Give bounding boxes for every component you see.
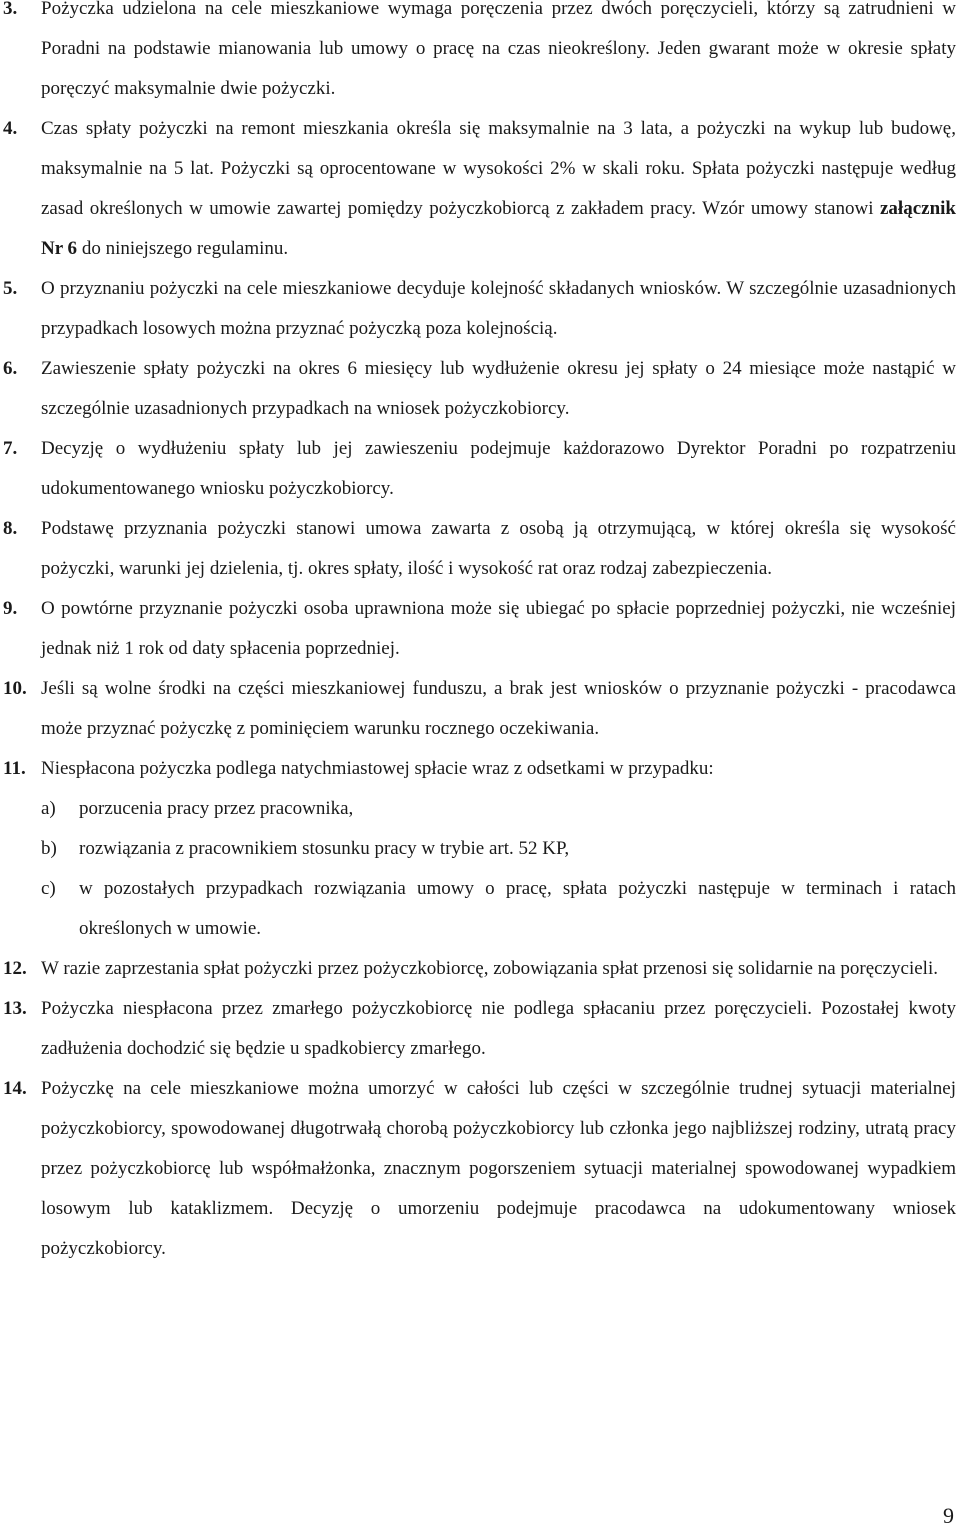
item-number: 11. xyxy=(3,758,26,779)
paragraph-3 xyxy=(0,0,956,109)
paragraph-13 xyxy=(0,989,956,1069)
item-number: 10. xyxy=(3,678,27,699)
item-number: 13. xyxy=(3,998,27,1019)
item-number: 8. xyxy=(3,518,18,539)
subitem-a xyxy=(0,789,956,829)
paragraph-5 xyxy=(0,269,956,349)
item-text: Pożyczka udzielona na cele mieszkaniowe wymaga poręczenia przez dwóch poręczycieli, którzy są zatrudnieni w Poradni na podstawie mianowania lub umowy o pracę na czas nieokreślony. Jeden gwarant może w okresie spłaty poręczyć maksymalnie dwie pożyczki. xyxy=(41,0,956,99)
item-text: Decyzję o wydłużeniu spłaty lub jej zawieszeniu podejmuje każdorazowo Dyrektor Poradni po rozpatrzeniu udokumentowanego wniosku pożyczkobiorcy. xyxy=(41,438,956,499)
paragraph-6 xyxy=(0,349,956,429)
item-number: 7. xyxy=(3,438,18,459)
paragraph-9 xyxy=(0,589,956,669)
item-number: 5. xyxy=(3,278,18,299)
subitem-letter: c) xyxy=(41,878,56,899)
item-number: 4. xyxy=(3,118,18,139)
item-number: 12. xyxy=(3,958,27,979)
paragraph-11 xyxy=(0,749,956,789)
item-text: Podstawę przyznania pożyczki stanowi umowa zawarta z osobą ją otrzymującą, w której określa się wysokość pożyczki, warunki jej dzielenia, tj. okres spłaty, ilość i wysokość rat oraz rodzaj zabezpieczenia. xyxy=(41,518,956,579)
attachment-reference: załącznik Nr 6 xyxy=(41,198,956,259)
page-number: 9 xyxy=(943,1503,954,1528)
item-number: 6. xyxy=(3,358,18,379)
paragraph-10 xyxy=(0,669,956,749)
subitem-b xyxy=(0,829,956,869)
subitem-letter: b) xyxy=(41,838,57,859)
item-text: Jeśli są wolne środki na części mieszkaniowej funduszu, a brak jest wniosków o przyznanie pożyczki - pracodawca może przyznać pożyczkę z pominięciem warunku rocznego oczekiwania. xyxy=(41,678,956,739)
paragraph-8 xyxy=(0,509,956,589)
item-text-after: do niniejszego regulaminu. xyxy=(77,238,289,259)
item-text: Pożyczkę na cele mieszkaniowe można umorzyć w całości lub części w szczególnie trudnej sytuacji materialnej pożyczkobiorcy, spowodowanej długotrwałą chorobą pożyczkobiorcy lub członka jego najbliższej rodziny, utratą pracy przez pożyczkobiorcę lub współmałżonka, znacznym pogorszeniem sytuacji materialnej spowodowanej wypadkiem losowym lub kataklizmem. Decyzję o umorzeniu podejmuje pracodawca na udokumentowany wniosek pożyczkobiorcy. xyxy=(41,1078,956,1259)
item-text: Niespłacona pożyczka podlega natychmiastowej spłacie wraz z odsetkami w przypadku: xyxy=(41,758,714,779)
item-text: O powtórne przyznanie pożyczki osoba uprawniona może się ubiegać po spłacie poprzedniej pożyczki, nie wcześniej jednak niż 1 rok od daty spłacenia poprzedniej. xyxy=(41,598,956,659)
subitem-text: w pozostałych przypadkach rozwiązania umowy o pracę, spłata pożyczki następuje w terminach i ratach określonych w umowie. xyxy=(79,878,956,939)
item-number: 3. xyxy=(3,0,18,19)
item-text xyxy=(41,118,956,259)
subitem-letter: a) xyxy=(41,798,56,819)
item-text: Zawieszenie spłaty pożyczki na okres 6 miesięcy lub wydłużenie okresu jej spłaty o 24 miesiące może nastąpić w szczególnie uzasadnionych przypadkach na wniosek pożyczkobiorcy. xyxy=(41,358,956,419)
item-text: O przyznaniu pożyczki na cele mieszkaniowe decyduje kolejność składanych wniosków. W szczególnie uzasadnionych przypadkach losowych można przyznać pożyczką poza kolejnością. xyxy=(41,278,956,339)
item-number: 9. xyxy=(3,598,18,619)
item-text-before: Czas spłaty pożyczki na remont mieszkania określa się maksymalnie na 3 lata, a pożyczki na wykup lub budowę, maksymalnie na 5 lat. Pożyczki są oprocentowane w wysokości 2% w skali roku. Spłata pożyczki następuje według zasad określonych w umowie zawartej pomiędzy pożyczkobiorcą z zakładem pracy. Wzór umowy stanowi xyxy=(41,118,956,219)
item-number: 14. xyxy=(3,1078,27,1099)
paragraph-12 xyxy=(0,949,956,989)
subitem-text: porzucenia pracy przez pracownika, xyxy=(79,798,354,819)
subitem-text: rozwiązania z pracownikiem stosunku pracy w trybie art. 52 KP, xyxy=(79,838,570,859)
item-text: W razie zaprzestania spłat pożyczki przez pożyczkobiorcę, zobowiązania spłat przenosi się solidarnie na poręczycieli. xyxy=(41,958,938,979)
subitem-c xyxy=(0,869,956,949)
paragraph-4 xyxy=(0,109,956,269)
paragraph-7 xyxy=(0,429,956,509)
paragraph-14 xyxy=(0,1069,956,1269)
item-text: Pożyczka niespłacona przez zmarłego pożyczkobiorcę nie podlega spłacaniu przez poręczycieli. Pozostałej kwoty zadłużenia dochodzić się będzie u spadkobiercy zmarłego. xyxy=(41,998,956,1059)
